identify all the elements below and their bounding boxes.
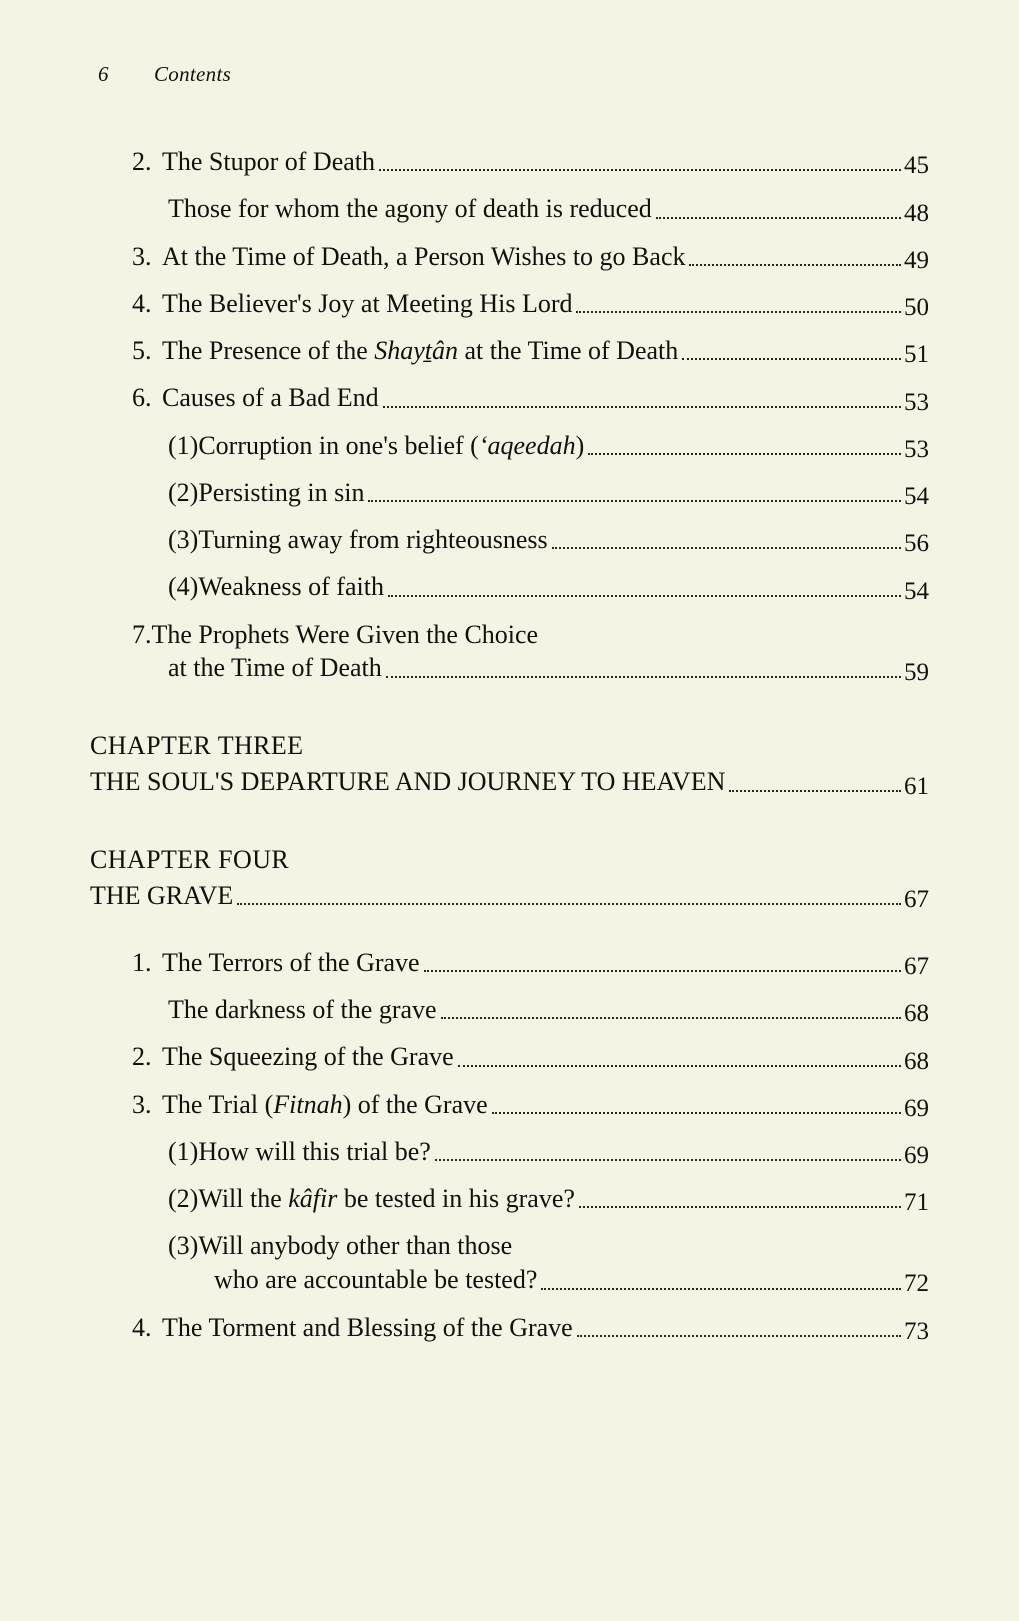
chapter-title: THE GRAVE <box>90 880 234 910</box>
entry-number: (2) <box>168 1184 199 1214</box>
dot-leader <box>656 216 901 219</box>
entry-title: 6. Causes of a Bad End <box>132 381 383 414</box>
dot-leader <box>388 594 901 597</box>
dot-leader <box>458 1064 901 1067</box>
entry-title-italic: Fitnah <box>273 1089 343 1119</box>
dot-leader <box>588 452 901 455</box>
entry-page-number: 67 <box>904 885 929 913</box>
chapter-label: CHAPTER THREE <box>90 731 304 761</box>
toc-entry[interactable] <box>168 429 929 462</box>
dot-leader <box>383 405 901 408</box>
entry-page-number: 71 <box>904 1189 929 1217</box>
entry-number: 4. <box>132 1312 152 1342</box>
entry-page-number: 69 <box>904 1142 929 1170</box>
toc-entry[interactable] <box>168 1229 929 1297</box>
dot-leader <box>237 902 901 905</box>
entry-number: (4) <box>168 572 199 602</box>
toc-entry[interactable] <box>132 1088 929 1121</box>
entry-title: 5. The Presence of the Shayṯân at the Time of Death <box>132 334 682 367</box>
entry-page-number: 50 <box>904 294 929 322</box>
entry-page-number: 61 <box>904 772 929 800</box>
entry-title: (1)Corruption in one's belief (‘aqeedah) <box>168 429 588 462</box>
entry-number: (2) <box>168 477 199 507</box>
toc-entry[interactable] <box>132 946 929 979</box>
dot-leader <box>729 789 901 792</box>
entry-number: (3) <box>168 1231 199 1261</box>
entry-title-italic: kâfir <box>288 1184 338 1214</box>
entry-number: 6. <box>132 383 152 413</box>
toc-entry[interactable] <box>168 523 929 556</box>
chapter-entry[interactable] <box>90 845 929 912</box>
entry-number: 1. <box>132 947 152 977</box>
entry-title-line <box>168 651 929 685</box>
entry-title-italic: ‘aqeedah <box>478 430 576 460</box>
toc-entry[interactable] <box>132 334 929 367</box>
dot-leader <box>435 1158 901 1161</box>
entry-title-line: 7.The Prophets Were Given the Choice <box>132 619 539 649</box>
entry-title-line <box>214 1263 929 1297</box>
entry-page-number: 59 <box>904 658 929 686</box>
entry-title: (2)Will the kâfir be tested in his grave? <box>168 1182 579 1215</box>
entry-page-number: 54 <box>904 577 929 605</box>
entry-page-number: 45 <box>904 152 929 180</box>
entry-title: (4)Weakness of faith <box>168 570 388 603</box>
dot-leader <box>682 357 901 360</box>
dot-leader <box>552 546 901 549</box>
entry-title: 1. The Terrors of the Grave <box>132 946 424 979</box>
entry-number: 7. <box>132 619 152 649</box>
toc-entry[interactable] <box>168 1135 929 1168</box>
entry-page-number: 68 <box>904 1047 929 1075</box>
entry-number: (3) <box>168 525 199 555</box>
entry-title: who are accountable be tested? <box>214 1265 538 1295</box>
entry-title: 3. At the Time of Death, a Person Wishes to go Back <box>132 240 689 273</box>
entry-page-number: 49 <box>904 246 929 274</box>
entry-title: (2)Persisting in sin <box>168 476 368 509</box>
dot-leader <box>379 168 901 171</box>
toc-entry[interactable] <box>132 240 929 273</box>
chapter-title: THE SOUL'S DEPARTURE AND JOURNEY TO HEAVEN <box>90 767 726 797</box>
chapter-title-row[interactable] <box>90 879 929 912</box>
entry-page-number: 68 <box>904 1000 929 1028</box>
entry-title: 4. The Believer's Joy at Meeting His Lord <box>132 287 576 320</box>
entry-number: (1) <box>168 1136 199 1166</box>
entry-page-number: 67 <box>904 953 929 981</box>
dot-leader <box>424 969 901 972</box>
dot-leader <box>368 499 901 502</box>
dot-leader <box>577 1334 901 1337</box>
entry-title: at the Time of Death <box>168 653 382 683</box>
toc-entry[interactable] <box>132 1040 929 1073</box>
toc-entry[interactable] <box>168 570 929 603</box>
entry-page-number: 54 <box>904 483 929 511</box>
entry-page-number: 53 <box>904 388 929 416</box>
entry-page-number: 51 <box>904 341 929 369</box>
entry-title: 4. The Torment and Blessing of the Grave <box>132 1311 577 1344</box>
entry-page-number: 56 <box>904 530 929 558</box>
entry-page-number: 69 <box>904 1094 929 1122</box>
dot-leader <box>689 263 901 266</box>
entry-title: (3)Turning away from righteousness <box>168 523 552 556</box>
chapter-entry[interactable] <box>90 731 929 798</box>
dot-leader <box>541 1287 901 1290</box>
entry-number: 2. <box>132 147 152 176</box>
entry-title-line: (3)Will anybody other than those <box>168 1231 513 1261</box>
entry-title: 2. The Squeezing of the Grave <box>132 1040 458 1073</box>
entry-title: 3. The Trial (Fitnah) of the Grave <box>132 1088 492 1121</box>
dot-leader <box>386 675 901 678</box>
entry-title: The darkness of the grave <box>168 995 437 1025</box>
entry-page-number: 72 <box>904 1270 929 1298</box>
dot-leader <box>492 1111 901 1114</box>
entry-number: 2. <box>132 1042 152 1072</box>
dot-leader <box>441 1016 901 1019</box>
toc-entry[interactable] <box>168 476 929 509</box>
page-folio: 6 <box>98 62 109 86</box>
entry-page-number: 53 <box>904 435 929 463</box>
toc-entry[interactable] <box>132 381 929 414</box>
entry-number: 3. <box>132 241 152 271</box>
toc-entry[interactable] <box>168 192 929 225</box>
entry-title-italic: Shayṯân <box>374 336 459 366</box>
entry-title: Those for whom the agony of death is reduced <box>168 194 652 224</box>
entry-number: 4. <box>132 288 152 318</box>
entry-page-number: 48 <box>904 199 929 227</box>
toc-entry[interactable] <box>168 993 929 1026</box>
running-head-title: Contents <box>154 62 232 86</box>
table-of-contents <box>90 145 929 1344</box>
running-head <box>98 62 929 87</box>
entry-number: (1) <box>168 430 199 460</box>
entry-page-number: 73 <box>904 1318 929 1346</box>
entry-title: (1)How will this trial be? <box>168 1135 435 1168</box>
entry-number: 5. <box>132 336 152 366</box>
toc-entry[interactable] <box>132 287 929 320</box>
chapter-title-row[interactable] <box>90 765 929 798</box>
toc-entry[interactable] <box>168 1182 929 1215</box>
dot-leader <box>576 310 901 313</box>
chapter-label: CHAPTER FOUR <box>90 844 290 874</box>
entry-title: 2. The Stupor of Death <box>132 145 379 178</box>
entry-number: 3. <box>132 1089 152 1119</box>
toc-entry[interactable] <box>132 618 929 686</box>
toc-entry[interactable] <box>132 145 929 178</box>
dot-leader <box>579 1205 901 1208</box>
toc-entry[interactable] <box>132 1311 929 1344</box>
